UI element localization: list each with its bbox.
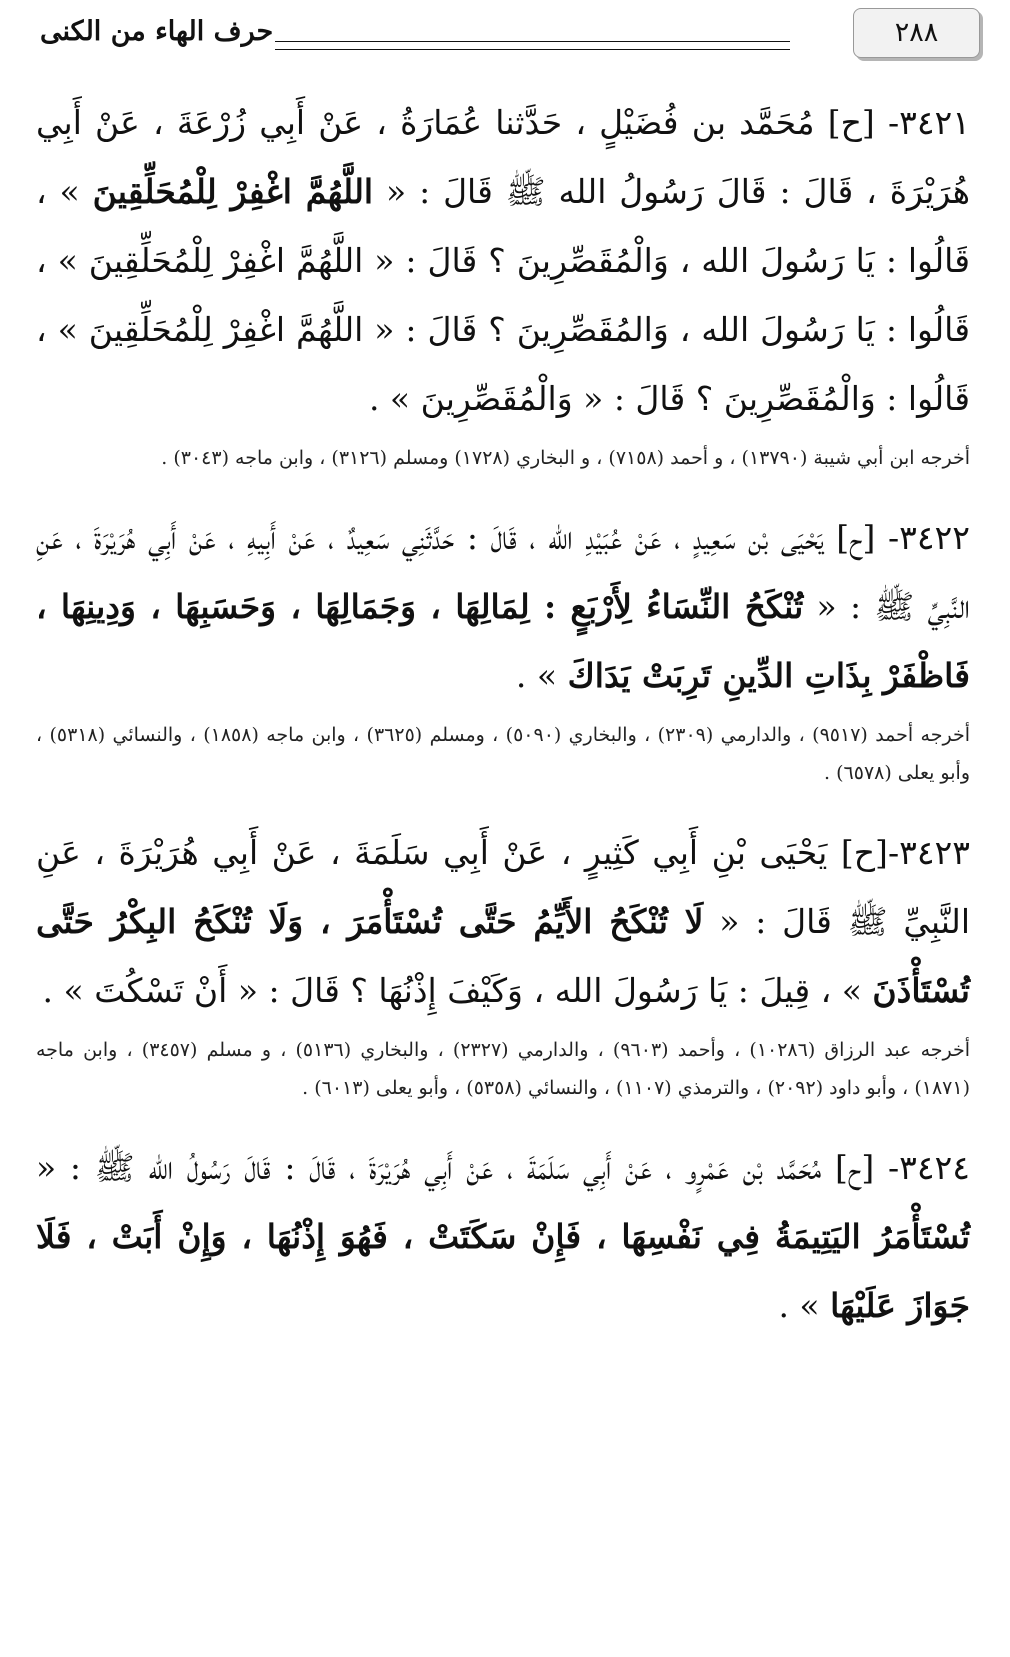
hadith-number: ٣٤٢٣-: [887, 833, 970, 872]
hadith-3423: [36, 818, 970, 1107]
hadith-tail: » ، قَالُوا : يَا رَسُولَ الله ، وَالْمُقَصِّرِينَ ؟ قَالَ : « اللَّهُمَّ اغْفِرْ لِلْمُحَلِّقِينَ » ، قَالُوا : يَا رَسُولَ الله ، وَالمُقَصِّرِينَ ؟ قَالَ : « اللَّهُمَّ اغْفِرْ لِلْمُحَلِّقِينَ » ، قَالُوا : وَالْمُقَصِّرِينَ ؟ قَالَ : « وَالْمُقَصِّرِينَ » .: [36, 172, 970, 418]
hadith-text: [36, 503, 970, 710]
hadith-3422: [36, 503, 970, 792]
hadith-text: [36, 818, 970, 1025]
hadith-quote: تُسْتَأْمَرُ اليَتِيمَةُ فِي نَفْسِهَا ، فَإِنْ سَكَتَتْ ، فَهُوَ إِذْنُهَا ، وَإِنْ أَبَتْ ، فَلَا جَوَازَ عَلَيْهَا: [36, 1217, 971, 1325]
hadith-tail: » ، قِيلَ : يَا رَسُولَ الله ، وَكَيْفَ إِذْنُهَا ؟ قَالَ : « أَنْ تَسْكُتَ » .: [42, 971, 873, 1010]
hadith-text: [36, 1133, 970, 1340]
takhrij-note: أخرجه ابن أبي شيبة (١٣٧٩٠) ، و أحمد (٧١٥٨) ، و البخاري (١٧٢٨) ومسلم (٣١٢٦) ، وابن ماجه (٣٠٤٣) .: [161, 447, 970, 469]
hadith-text: [36, 88, 970, 433]
hadith-3424: [36, 1133, 970, 1340]
hadith-quote: اللَّهُمَّ اغْفِرْ لِلْمُحَلِّقِينَ: [92, 172, 374, 211]
page-header: [30, 8, 980, 58]
hadith-quote: لَا تُنْكَحُ الأَيِّمُ حَتَّى تُسْتَأْمَرَ ، وَلَا تُنْكَحُ البِكْرُ حَتَّى تُسْتَأْذَنَ: [36, 902, 970, 1010]
page-content: [36, 88, 970, 1340]
chapter-title: حرف الهاء من الكنى: [40, 16, 274, 47]
hadith-number: ٣٤٢٤-: [887, 1148, 970, 1187]
hadith-tail: » .: [778, 1286, 831, 1325]
header-rule: [275, 41, 790, 50]
hadith-chain: [ح] يَحْيَى بْنِ أَبِي كَثِيرٍ ، عَنْ أَبِي سَلَمَةَ ، عَنْ أَبِي هُرَيْرَةَ ، عَنِ النَّبِيِّ ﷺ قَالَ : «: [36, 833, 970, 941]
hadith-3421: [36, 88, 970, 477]
takhrij-note: أخرجه أحمد (٩٥١٧) ، والدارمي (٢٣٠٩) ، والبخاري (٥٠٩٠) ، ومسلم (٣٦٢٥) ، وابن ماجه (١٨٥٨) ، والنسائي (٥٣١٨) ، وأبو يعلى (٦٥٧٨) .: [36, 724, 970, 784]
hadith-chain: [ح] مُحَمَّد بن فُضَيْلٍ ، حَدَّثنا عُمَارَةُ ، عَنْ أَبِي زُرْعَةَ ، عَنْ أَبِي هُرَيْرَةَ ، قَالَ : قَالَ رَسُولُ الله ﷺ قَالَ : «: [36, 103, 970, 211]
hadith-chain: [ح] مُحَمَّد بْن عَمْرٍو ، عَنْ أَبِي سَلَمَةَ ، عَنْ أَبِي هُرَيْرَةَ ، قَالَ : قَالَ رَسُولُ الله ﷺ : «: [36, 1148, 888, 1187]
hadith-tail: » .: [515, 656, 568, 695]
hadith-number: ٣٤٢١-: [887, 103, 970, 142]
hadith-quote: تُنْكَحُ النِّسَاءُ لِأَرْبَعٍ : لِمَالِهَا ، وَجَمَالِهَا ، وَحَسَبِهَا ، وَدِينِهَا ، فَاظْفَرْ بِذَاتِ الدِّينِ تَرِبَتْ يَدَاكَ: [36, 587, 970, 695]
page-number: ٢٨٨: [853, 8, 980, 58]
takhrij-note: أخرجه عبد الرزاق (١٠٢٨٦) ، وأحمد (٩٦٠٣) ، والدارمي (٢٣٢٧) ، والبخاري (٥١٣٦) ، و مسلم (٣٤٥٧) ، وابن ماجه (١٨٧١) ، وأبو داود (٢٠٩٢) ، والترمذي (١١٠٧) ، والنسائي (٥٣٥٨) ، وأبو يعلى (٦٠١٣) .: [36, 1039, 971, 1099]
hadith-chain: [ح] يَحْيَى بْن سَعِيدٍ ، عَنْ عُبَيْدِ الله ، قَالَ : حَدَّثَنِي سَعِيدٌ ، عَنْ أَبِيهِ ، عَنْ أَبِي هُرَيْرَةَ ، عَنِ النَّبِيِّ ﷺ : «: [36, 518, 970, 626]
hadith-number: ٣٤٢٢-: [887, 518, 970, 557]
